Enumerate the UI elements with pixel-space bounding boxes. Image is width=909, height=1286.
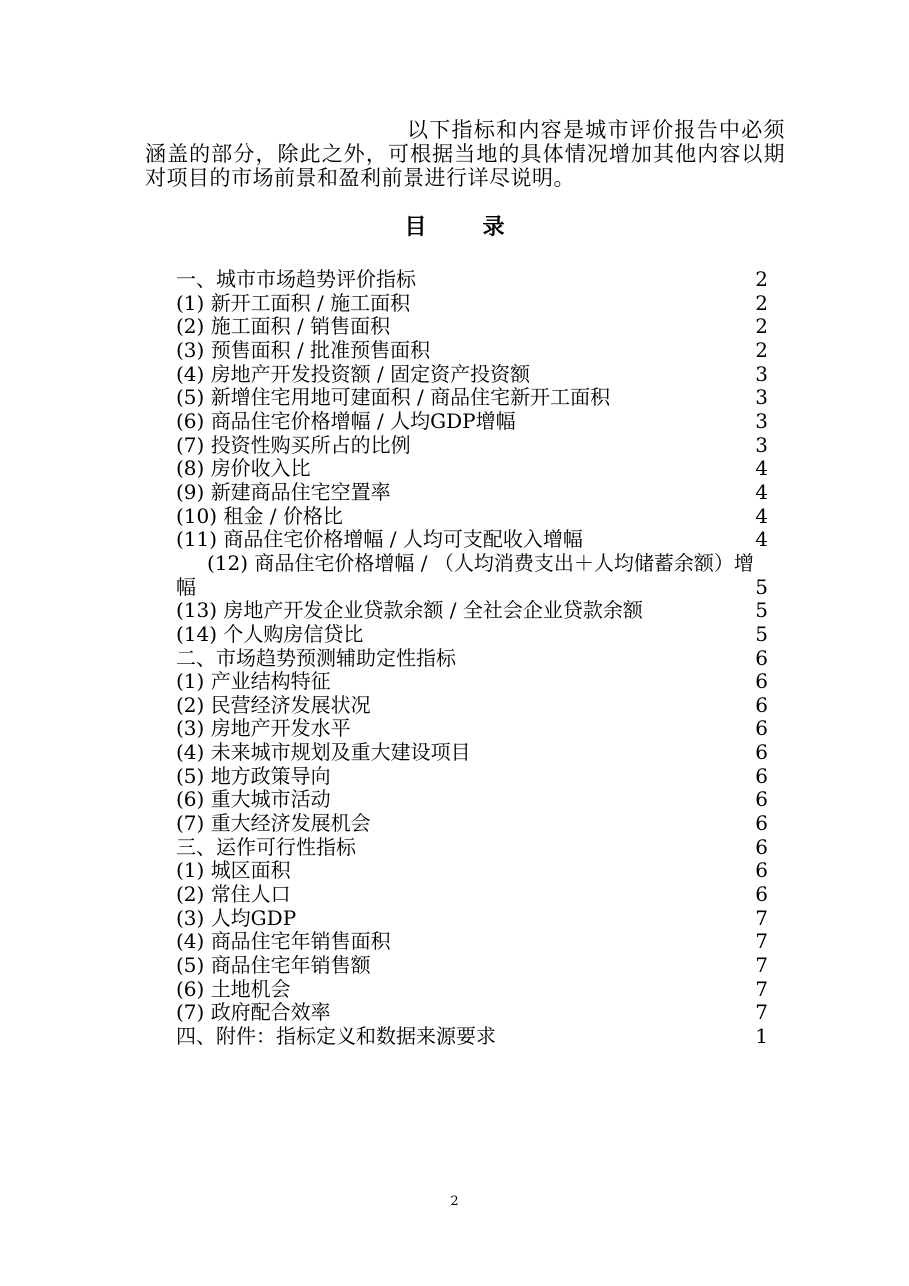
- toc-entry-text: (14) 个人购房信贷比: [176, 621, 364, 646]
- toc-entry-text: (8) 房价收入比: [176, 456, 311, 481]
- toc-entry-text: (3) 房地产开发水平: [176, 716, 351, 741]
- toc-entry: [145, 410, 768, 434]
- toc-entry-text: (6) 商品住宅价格增幅 / 人均GDP增幅: [176, 408, 516, 433]
- toc-entry-page: 5: [755, 598, 768, 623]
- toc-entry-text: (3) 人均GDP: [176, 905, 297, 930]
- toc-entry-page: 6: [755, 834, 768, 859]
- toc-entry-text: (1) 城区面积: [176, 858, 291, 883]
- toc-entry-text: 一、城市市场趋势评价指标: [176, 267, 416, 291]
- toc-entry-text: (1) 新开工面积 / 施工面积: [176, 290, 411, 315]
- toc-entry-page: 6: [755, 716, 768, 741]
- toc-entry-text: (2) 施工面积 / 销售面积: [176, 314, 391, 339]
- toc-entry-text: 三、运作可行性指标: [176, 834, 356, 859]
- toc-entry: [145, 717, 768, 741]
- toc-entry-text: (4) 商品住宅年销售面积: [176, 929, 391, 954]
- toc-entry-page: 2: [755, 314, 768, 339]
- toc-entry-text: (1) 产业结构特征: [176, 669, 331, 694]
- toc-entry-page: 6: [755, 811, 768, 836]
- toc-entry-page: 3: [755, 385, 768, 410]
- toc-entry-page: 4: [755, 527, 768, 552]
- toc-entry-page: 6: [755, 787, 768, 812]
- toc-entry-page: 6: [755, 858, 768, 883]
- toc-entry-page: 4: [755, 479, 768, 504]
- toc-entry-page: 1: [755, 1024, 768, 1048]
- toc-entry-text: (5) 新增住宅用地可建面积 / 商品住宅新开工面积: [176, 385, 611, 410]
- toc-entry-page: 6: [755, 669, 768, 694]
- toc-entry-page: 4: [755, 503, 768, 528]
- toc-entry: [145, 694, 768, 718]
- toc-entry-page: 3: [755, 361, 768, 386]
- toc-heading: [0, 213, 909, 241]
- toc-entry-text: (12) 商品住宅价格增幅 / （人均消费支出＋人均储蓄余额）增幅: [176, 550, 754, 599]
- toc-entry: [145, 268, 768, 292]
- toc-entry-text: (9) 新建商品住宅空置率: [176, 479, 391, 504]
- toc-heading-right: 录: [482, 214, 505, 240]
- toc-entry: [145, 552, 768, 599]
- toc-entry: [145, 457, 768, 481]
- toc-entry: [145, 883, 768, 907]
- toc-entry-text: (2) 民营经济发展状况: [176, 692, 371, 717]
- table-of-contents: [145, 268, 768, 1049]
- toc-entry-text: 四、附件：指标定义和数据来源要求: [176, 1024, 496, 1048]
- toc-entry: [145, 978, 768, 1002]
- toc-entry: [145, 859, 768, 883]
- toc-entry: [145, 836, 768, 860]
- toc-entry: [145, 930, 768, 954]
- toc-entry: [145, 505, 768, 529]
- toc-entry-text: (7) 重大经济发展机会: [176, 811, 371, 836]
- toc-entry-text: (11) 商品住宅价格增幅 / 人均可支配收入增幅: [176, 527, 583, 552]
- toc-entry-text: (5) 商品住宅年销售额: [176, 953, 371, 978]
- toc-entry: [145, 812, 768, 836]
- toc-entry: [145, 386, 768, 410]
- toc-entry: [145, 765, 768, 789]
- toc-entry-page: 3: [755, 432, 768, 457]
- toc-entry-text: (10) 租金 / 价格比: [176, 503, 343, 528]
- toc-entry-page: 2: [755, 290, 768, 315]
- toc-entry-text: (3) 预售面积 / 批准预售面积: [176, 337, 431, 362]
- toc-entry-text: (4) 未来城市规划及重大建设项目: [176, 740, 471, 765]
- toc-entry: [145, 599, 768, 623]
- toc-entry-page: 4: [755, 456, 768, 481]
- toc-entry-page: 3: [755, 408, 768, 433]
- toc-entry: [145, 434, 768, 458]
- toc-entry-page: 6: [755, 645, 768, 670]
- toc-entry-page: 7: [755, 1000, 768, 1025]
- toc-entry: [145, 788, 768, 812]
- toc-entry-page: 6: [755, 763, 768, 788]
- toc-entry: [145, 1025, 768, 1049]
- toc-entry: [145, 907, 768, 931]
- toc-entry: [145, 954, 768, 978]
- toc-entry-page: 7: [755, 976, 768, 1001]
- toc-entry-text: (5) 地方政策导向: [176, 763, 331, 788]
- toc-entry-text: (2) 常住人口: [176, 882, 291, 907]
- toc-entry-text: (7) 政府配合效率: [176, 1000, 331, 1025]
- page-number: 2: [450, 1194, 459, 1209]
- toc-entry-page: 7: [755, 953, 768, 978]
- toc-entry-page: 6: [755, 882, 768, 907]
- toc-entry-text: (4) 房地产开发投资额 / 固定资产投资额: [176, 361, 531, 386]
- toc-entry: [145, 528, 768, 552]
- toc-entry: [145, 315, 768, 339]
- toc-entry-text: (13) 房地产开发企业贷款余额 / 全社会企业贷款余额: [176, 598, 643, 623]
- toc-entry: [145, 1001, 768, 1025]
- toc-entry: [145, 670, 768, 694]
- toc-entry-page: 7: [755, 929, 768, 954]
- toc-entry: [145, 647, 768, 671]
- toc-heading-left: 目: [404, 214, 427, 240]
- toc-entry-page: 5: [755, 574, 768, 599]
- toc-entry-page: 2: [755, 337, 768, 362]
- toc-entry-page: 2: [755, 267, 768, 291]
- toc-entry-text: (7) 投资性购买所占的比例: [176, 432, 411, 457]
- toc-entry-text: 二、市场趋势预测辅助定性指标: [176, 645, 456, 670]
- toc-entry: [145, 623, 768, 647]
- toc-entry-text: (6) 重大城市活动: [176, 787, 331, 812]
- toc-entry-text: (6) 土地机会: [176, 976, 291, 1001]
- toc-entry-page: 5: [755, 621, 768, 646]
- intro-paragraph: 以下指标和内容是城市评价报告中必须涵盖的部分，除此之外，可根据当地的具体情况增加其他内容以期对项目的市场前景和盈利前景进行详尽说明。: [145, 118, 785, 190]
- toc-entry-page: 7: [755, 905, 768, 930]
- toc-entry: [145, 339, 768, 363]
- toc-entry-page: 6: [755, 692, 768, 717]
- toc-entry: [145, 292, 768, 316]
- toc-entry: [145, 741, 768, 765]
- toc-entry: [145, 363, 768, 387]
- toc-entry: [145, 481, 768, 505]
- toc-entry-page: 6: [755, 740, 768, 765]
